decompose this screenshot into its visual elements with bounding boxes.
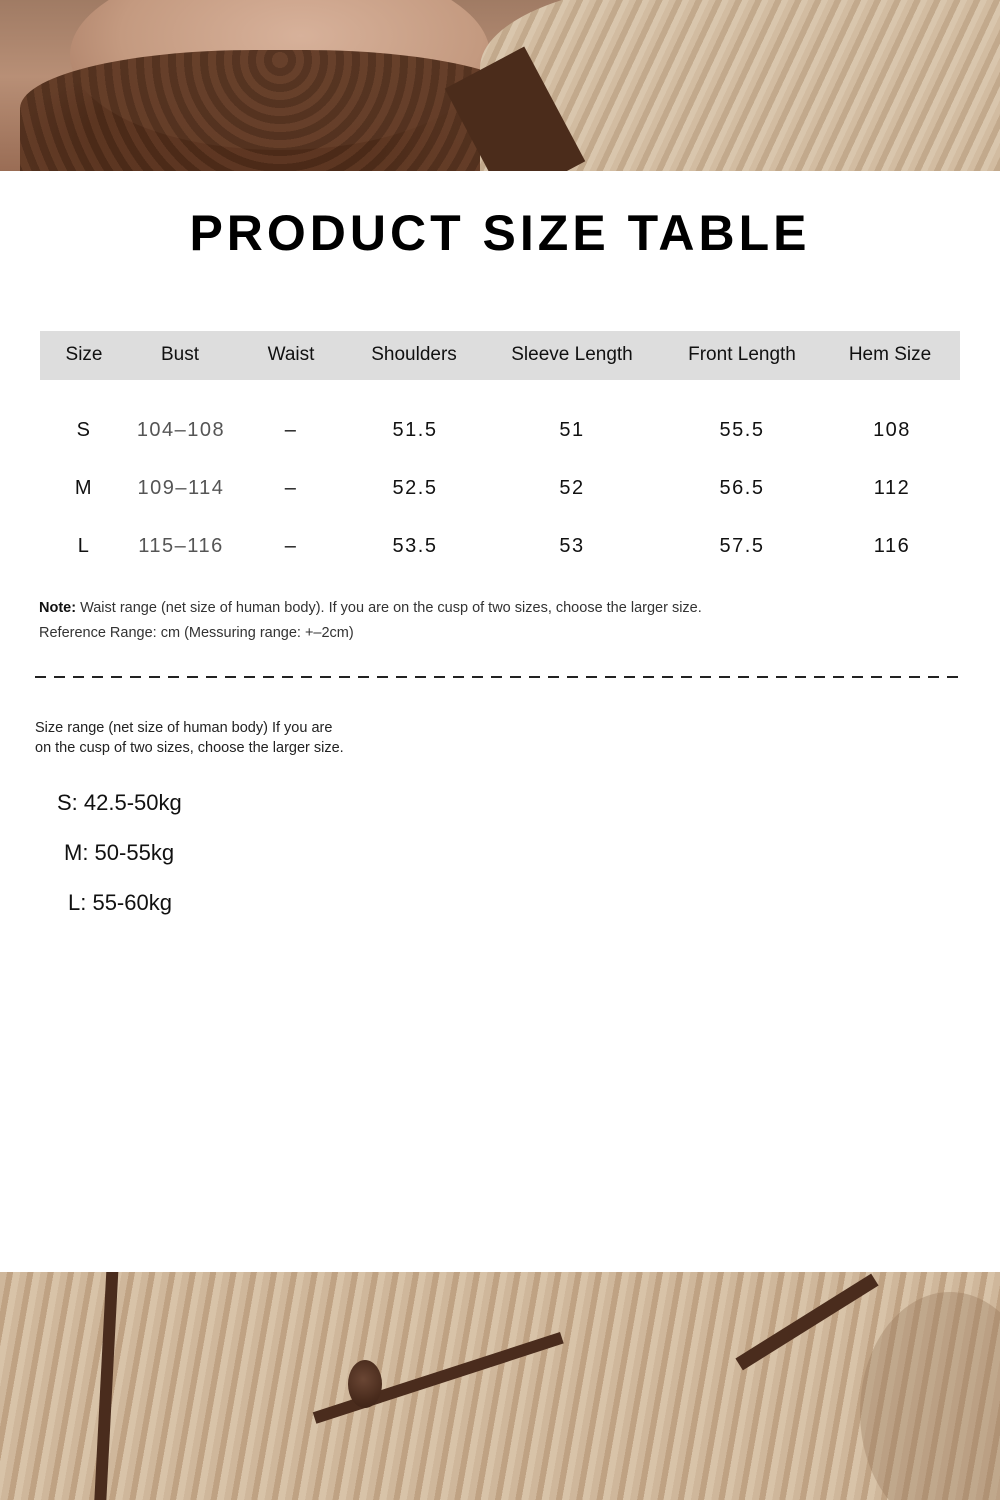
photo-placket-trim <box>93 1272 119 1500</box>
header-hem-size: Hem Size <box>848 344 932 365</box>
header-front-length: Front Length <box>688 344 796 365</box>
cell-hem-size: 108 <box>873 419 911 441</box>
cell-shoulders: 52.5 <box>392 477 438 499</box>
cell-shoulders: 51.5 <box>392 419 438 441</box>
product-photo-top <box>0 0 1000 171</box>
cell-front-length: 55.5 <box>719 419 765 441</box>
weight-s: S: 42.5-50kg <box>57 790 182 815</box>
size-table-header <box>40 331 960 380</box>
cell-size: M <box>74 477 94 499</box>
cell-hem-size: 112 <box>873 477 911 499</box>
size-note <box>39 596 702 646</box>
size-range-description <box>35 718 344 758</box>
cell-shoulders: 53.5 <box>392 535 438 557</box>
cell-bust: 104–108 <box>136 419 226 441</box>
photo-fur-shade <box>860 1292 1000 1500</box>
table-row <box>0 419 1000 449</box>
header-shoulders: Shoulders <box>371 344 457 365</box>
cell-sleeve-length: 51 <box>559 419 585 441</box>
cell-hem-size: 116 <box>873 535 911 557</box>
weight-l: L: 55-60kg <box>68 890 172 915</box>
photo-coat-button <box>348 1360 382 1408</box>
weight-m: M: 50-55kg <box>64 840 175 865</box>
note-text: Waist range (net size of human body). If you are on the cusp of two sizes, choose the larger size. <box>76 600 702 616</box>
cell-front-length: 56.5 <box>719 477 765 499</box>
cell-size: L <box>77 535 91 557</box>
cell-sleeve-length: 53 <box>559 535 585 557</box>
cell-front-length: 57.5 <box>719 535 765 557</box>
header-sleeve-length: Sleeve Length <box>511 344 633 365</box>
reference-range-text: Reference Range: cm (Messuring range: +–2cm) <box>39 625 354 641</box>
photo-collar-trim <box>735 1274 878 1371</box>
header-waist: Waist <box>267 344 315 365</box>
page-title: PRODUCT SIZE TABLE <box>189 205 811 261</box>
cell-waist: – <box>284 535 298 557</box>
cell-waist: – <box>284 419 298 441</box>
size-range-line: on the cusp of two sizes, choose the larger size. <box>35 740 344 756</box>
header-bust: Bust <box>160 344 200 365</box>
cell-bust: 115–116 <box>138 535 224 557</box>
size-range-line: Size range (net size of human body) If you are <box>35 720 333 736</box>
product-photo-bottom <box>0 1272 1000 1500</box>
table-row <box>0 477 1000 507</box>
cell-bust: 109–114 <box>137 477 225 499</box>
table-row <box>0 535 1000 565</box>
header-size: Size <box>65 344 103 365</box>
note-label: Note: <box>39 600 77 616</box>
cell-sleeve-length: 52 <box>559 477 585 499</box>
cell-waist: – <box>284 477 298 499</box>
cell-size: S <box>76 419 92 441</box>
dashed-divider <box>35 676 960 678</box>
